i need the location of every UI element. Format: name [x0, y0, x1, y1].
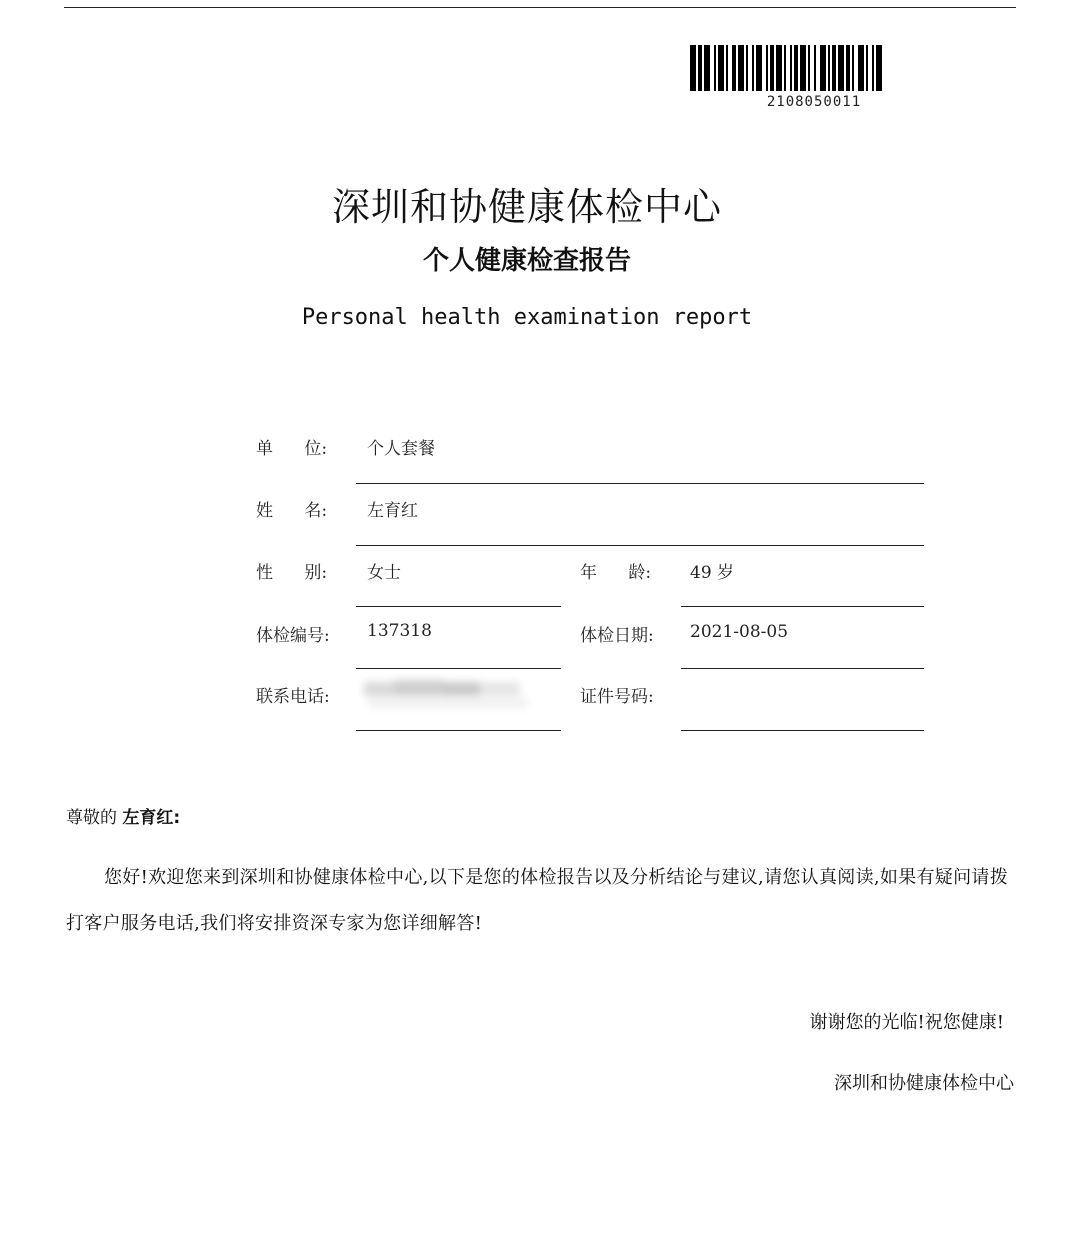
greeting [66, 803, 180, 828]
id-number-label: 证件号码: [580, 687, 654, 707]
age-underline [681, 606, 924, 607]
barcode-number: 2108050011 [766, 94, 862, 110]
age-label: 年 龄: [580, 563, 652, 583]
age-value: 49 岁 [690, 563, 735, 583]
unit-label: 单 位: [256, 439, 328, 459]
id-number-underline [681, 730, 924, 731]
gender-value: 女士 [367, 563, 401, 583]
phone-value-redacted [358, 674, 554, 714]
top-divider [64, 7, 1016, 8]
unit-value: 个人套餐 [367, 439, 435, 459]
exam-date-label: 体检日期: [580, 626, 654, 646]
letter-thanks: 谢谢您的光临!祝您健康! [809, 1012, 1004, 1033]
org-title: 深圳和协健康体检中心 [331, 185, 722, 229]
greeting-name: 左育红: [122, 808, 181, 828]
letter-body: 您好!欢迎您来到深圳和协健康体检中心,以下是您的体检报告以及分析结论与建议,请您认真阅读,如果有疑问请拨打客户服务电话,我们将安排资深专家为您详细解答! [66, 867, 1008, 934]
name-value: 左育红 [367, 501, 418, 521]
exam-number-label: 体检编号: [256, 626, 330, 646]
greeting-prefix: 尊敬的 [66, 808, 117, 828]
name-underline [356, 545, 924, 546]
gender-underline [356, 606, 561, 607]
barcode-image [690, 45, 938, 91]
report-subtitle: Personal health examination report [301, 305, 753, 330]
exam-number-value: 137318 [367, 621, 432, 641]
exam-number-underline [356, 668, 561, 669]
unit-underline [356, 483, 924, 484]
report-title: 个人健康检查报告 [422, 246, 631, 276]
gender-label: 性 别: [256, 563, 328, 583]
phone-label: 联系电话: [256, 687, 330, 707]
exam-date-underline [681, 668, 924, 669]
letter-signoff: 深圳和协健康体检中心 [834, 1073, 1014, 1094]
name-label: 姓 名: [256, 501, 328, 521]
exam-date-value: 2021-08-05 [690, 622, 789, 642]
phone-underline [356, 730, 561, 731]
